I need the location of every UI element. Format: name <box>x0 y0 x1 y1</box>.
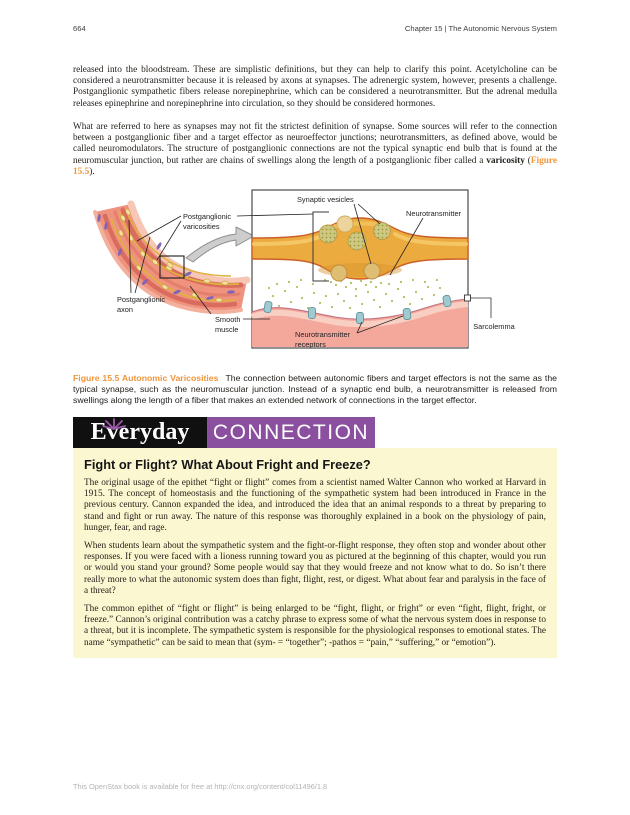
paragraph-text: ). <box>89 166 95 177</box>
label-neurotransmitter-receptors-line2: receptors <box>295 340 326 349</box>
label-sarcolemma: Sarcolemma <box>473 322 515 331</box>
label-postganglionic-axon-line1: Postganglionic <box>117 295 166 304</box>
body-paragraph-1: released into the bloodstream. These are simplistic definitions, but they can help to clarify this point. Acetylcholine can be considered a neurotransmitter because it is released by axons at synapses. The adrenergic system, however, presents a challenge. Postganglionic sympathetic fibers release norepinephrine, which can be considered a neurotransmitter. But the adrenal medulla releases epinephrine and norepinephrine into circulation, so they should be considered hormones. <box>73 65 557 109</box>
figure-15-5-diagram <box>73 188 557 353</box>
label-neurotransmitter: Neurotransmitter <box>406 209 462 218</box>
label-synaptic-vesicles: Synaptic vesicles <box>297 195 354 204</box>
banner-word-connection: CONNECTION <box>212 420 370 444</box>
connection-paragraph-2: When students learn about the sympathetic system and the fight-or-flight response, they often stop and wonder about other responses. If you were faced with a lioness running toward you as pictured at the beginning of this chapter, would you run or would you stand your ground? Some people would say that they would freeze and not know what to do. So isn’t there really more to what the autonomic system does than fight, flight, rest, or digest. What about fear and paralysis in the face of a threat? <box>84 541 546 596</box>
banner-everyday <box>73 417 207 448</box>
paragraph-text: What are referred to here as synapses may not fit the strictest definition of synapse. Some sources will refer to the connection between a postganglionic fiber and a target effector as neuroeffector junctions; neurotransmitters, as defined above, would be called neuromodulators. The structure of postganglionic connections are not the typical synaptic end bulb that is found at the neuromuscular junction, but rather are chains of swellings along the length of a postganglionic fiber called a <box>73 122 557 166</box>
label-smooth-muscle-line1: Smooth <box>215 315 241 324</box>
autonomic-varicosities-illustration <box>73 188 557 353</box>
connection-paragraph-1: The original usage of the epithet “fight or flight” comes from a scientist named Walter Cannon who worked at Harvard in 1915. The concept of homeostasis and the functioning of the sympathetic system had been introduced in France in the previous century. Cannon expanded the idea, and introduced the idea that an animal responds to a threat by preparing to stand and fight or run away. The nature of this response was thoroughly explained in a book on the physiology of pain, hunger, fear, and rage. <box>84 478 546 533</box>
banner-connection <box>207 417 375 448</box>
magnify-arrow-icon <box>186 227 254 262</box>
page-footer: This OpenStax book is available for free at http://cnx.org/content/col11496/1.8 <box>73 782 328 791</box>
figure-15-5-link[interactable]: Figure 15.5 <box>73 155 558 177</box>
page-number: 664 <box>73 24 86 33</box>
body-paragraph-2 <box>73 122 557 177</box>
page-header <box>73 24 557 33</box>
label-postganglionic-varicosities-line1: Postganglionic <box>183 212 232 221</box>
figure-caption-label: Figure 15.5 Autonomic Varicosities <box>73 372 219 383</box>
banner-word-everyday: Everyday <box>90 419 190 445</box>
chapter-title: Chapter 15 | The Autonomic Nervous System <box>404 24 557 33</box>
connection-heading: Fight or Flight? What About Fright and Freeze? <box>84 457 371 472</box>
everyday-connection-banner <box>73 417 375 448</box>
label-postganglionic-axon-line2: axon <box>117 305 134 314</box>
label-smooth-muscle-line2: muscle <box>215 325 239 334</box>
label-postganglionic-varicosities-line2: varicosities <box>183 222 220 231</box>
everyday-connection-box <box>73 448 557 658</box>
figure-caption <box>73 373 557 406</box>
figure-caption-text: The connection between autonomic fibers and target effectors is not the same as the typical synapse, such as the neuromuscular junction. Instead of a synaptic end bulb, a neurotransmitter is released from swellings along the length of a fiber that makes an extended network of connections in the target effector. <box>73 372 557 405</box>
paragraph-text: ( <box>524 155 531 166</box>
connection-paragraph-3: The common epithet of “fight or flight” is being enlarged to be “fight, flight, or fright” or even “fight, flight, fright, or freeze.” Cannon’s original contribution was a catchy phrase to express some of what the nervous system does in response to a threat, but it is incomplete. The sympathetic system is responsible for the physiological responses to emotional states. The name “sympathetic” can be said to mean that (sym- = “together”; -pathos = “pain,” “suffering,” or “emotion”). <box>84 604 546 648</box>
sparkle-icon <box>101 417 127 430</box>
label-neurotransmitter-receptors-line1: Neurotransmitter <box>295 330 351 339</box>
bold-term-varicosity: varicosity <box>486 155 525 166</box>
